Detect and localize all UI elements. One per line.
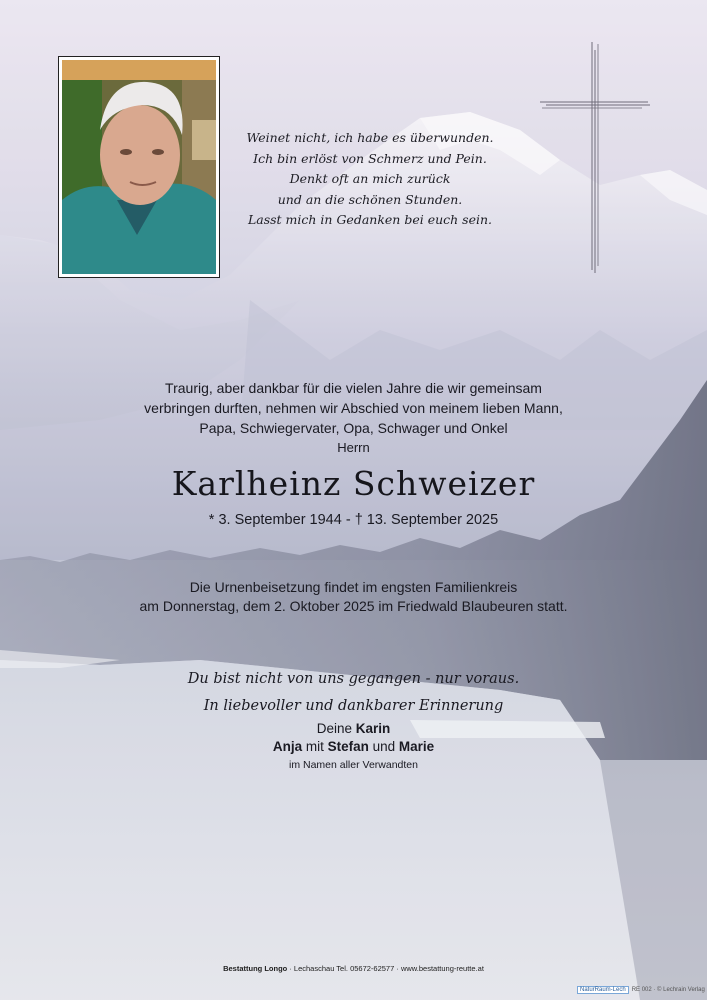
mourner-name: Marie — [398, 739, 435, 754]
mourners-connector: und — [368, 739, 399, 754]
farewell-quote — [100, 666, 607, 720]
mourner-name: Anja — [272, 739, 303, 754]
mourners-line-2 — [100, 738, 607, 756]
credit-badge: NaturRaum-Lech — [577, 986, 629, 994]
mourners-connector: mit — [302, 739, 328, 754]
relatives-note: im Namen aller Verwandten — [289, 759, 418, 771]
burial-info — [80, 578, 627, 616]
burial-line: am Donnerstag, dem 2. Oktober 2025 im Friedwald Blaubeuren statt. — [139, 598, 568, 614]
announcement-intro — [100, 378, 607, 438]
image-credit — [577, 986, 705, 994]
quote-line: Du bist nicht von uns gegangen - nur voraus. — [187, 671, 520, 687]
mourners-line-1 — [100, 720, 607, 738]
credit-text: RE 002 · © Lechrain Verlag — [631, 987, 705, 993]
cross-icon — [538, 40, 652, 275]
poem — [225, 128, 515, 231]
deceased-name: Karlheinz Schweizer — [171, 464, 536, 503]
quote-line: In liebevoller und dankbarer Erinnerung — [203, 698, 504, 714]
portrait-photo-frame — [58, 56, 220, 278]
salutation: Herrn — [337, 440, 370, 455]
poem-line: Ich bin erlöst von Schmerz und Pein. — [253, 150, 487, 166]
mourners-prefix: Deine — [316, 721, 356, 736]
portrait-photo — [62, 60, 216, 274]
poem-line: und an die schönen Stunden. — [277, 191, 463, 207]
intro-line: Papa, Schwiegervater, Opa, Schwager und Onkel — [199, 420, 508, 436]
mourner-name: Karin — [355, 721, 391, 736]
poem-line: Denkt oft an mich zurück — [289, 171, 451, 186]
poem-line: Lasst mich in Gedanken bei euch sein. — [247, 212, 493, 227]
funeral-home-footer — [100, 964, 607, 973]
intro-line: Traurig, aber dankbar für die vielen Jahre die wir gemeinsam — [165, 380, 542, 396]
mourner-name: Stefan — [327, 739, 369, 754]
burial-line: Die Urnenbeisetzung findet im engsten Familienkreis — [189, 579, 518, 595]
funeral-home-name: Bestattung Longo — [223, 964, 288, 973]
life-dates: * 3. September 1944 - † 13. September 2025 — [208, 512, 499, 528]
funeral-home-contact: · Lechaschau Tel. 05672-62577 · www.bestattung-reutte.at — [287, 964, 484, 973]
mourners — [100, 720, 607, 756]
poem-line: Weinet nicht, ich habe es überwunden. — [246, 130, 494, 145]
intro-line: verbringen durften, nehmen wir Abschied von meinem lieben Mann, — [144, 400, 563, 416]
